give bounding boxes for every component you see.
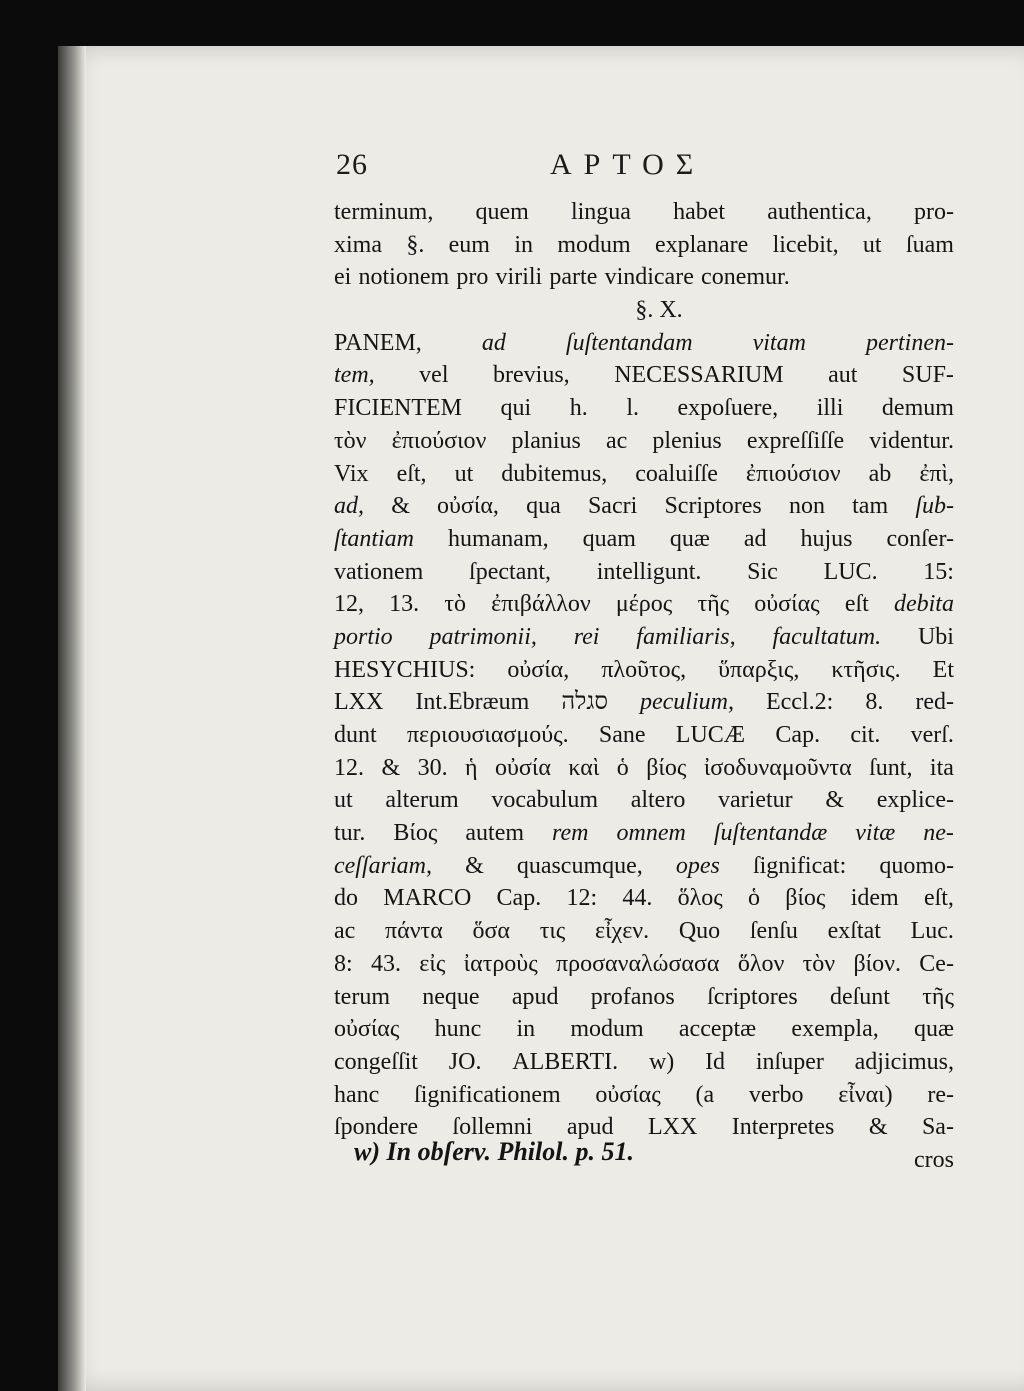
- word: humanam,: [447, 525, 549, 552]
- word: qui: [500, 395, 532, 422]
- text-line: [334, 229, 954, 262]
- word: ὕπαρξις,: [718, 656, 800, 683]
- word: explice-: [876, 787, 954, 814]
- word: debita: [893, 591, 954, 618]
- text-line: [334, 1013, 954, 1046]
- word: habet: [673, 199, 726, 225]
- word: Et: [932, 656, 954, 683]
- word: Ce-: [919, 950, 954, 977]
- word: SUF-: [901, 362, 954, 389]
- word: exempla,: [791, 1016, 879, 1043]
- word: red-: [915, 689, 954, 716]
- word: ſunt,: [869, 754, 913, 781]
- word: Id: [705, 1048, 726, 1075]
- word: illi: [816, 395, 844, 422]
- word: 8:: [334, 950, 353, 977]
- text-line: [334, 490, 954, 523]
- word: ὅλος: [677, 885, 723, 912]
- word: 15:: [923, 558, 954, 585]
- word: PANEM,: [334, 329, 422, 356]
- running-header: [0, 148, 1024, 188]
- word: 12.: [334, 754, 364, 781]
- running-title: ΑΡΤΟΣ: [550, 148, 706, 181]
- text-line: [334, 458, 954, 491]
- text-line: [334, 327, 954, 360]
- word: (a: [695, 1081, 715, 1108]
- word: 12:: [566, 885, 598, 912]
- word: JO.: [448, 1048, 482, 1075]
- word: xima: [334, 231, 382, 258]
- section-heading: §. X.: [635, 297, 683, 324]
- word: apud: [511, 983, 559, 1010]
- word: ac: [605, 427, 628, 454]
- word: ad: [743, 525, 767, 552]
- word: πλοῦτος,: [601, 656, 687, 683]
- word: ſignificat:: [752, 852, 847, 879]
- word: patrimonii,: [429, 623, 537, 650]
- word: terum: [334, 983, 390, 1010]
- word: &: [381, 754, 401, 781]
- word: ἐπιούσιον: [745, 460, 841, 487]
- word: hanc: [334, 1081, 380, 1108]
- word: Sic: [747, 558, 778, 585]
- word: hujus: [800, 525, 853, 552]
- word: exſtat: [827, 918, 881, 945]
- word: סגלה: [561, 689, 608, 716]
- text-line: [334, 915, 954, 948]
- word: inſuper: [755, 1048, 824, 1075]
- word: quomo-: [879, 852, 954, 879]
- word: ab: [868, 460, 892, 487]
- word: ἐπιβάλλον: [491, 591, 591, 618]
- word: ad: [481, 329, 506, 356]
- word: aut: [828, 362, 858, 389]
- text-line: [334, 359, 954, 392]
- word: pertinen-: [865, 329, 954, 356]
- word: ὁ: [616, 754, 629, 781]
- word: expreſſiſſe: [746, 427, 845, 454]
- word: vitæ: [855, 820, 896, 847]
- word: οὐσία,: [437, 493, 499, 520]
- text-line: [334, 261, 954, 294]
- word: parte: [549, 264, 598, 291]
- text-line: [334, 588, 954, 621]
- word: 43.: [370, 950, 401, 977]
- page-gutter-shadow: [58, 46, 86, 1391]
- word: modum: [570, 1016, 644, 1043]
- word: Cap.: [775, 722, 821, 748]
- word: ἰσοδυναμοῦντα: [703, 754, 852, 781]
- word: vel: [419, 362, 449, 389]
- footnote: w) In obſerv. Philol. p. 51.: [354, 1137, 634, 1166]
- word: οὐσία,: [507, 656, 570, 683]
- word: LXX: [334, 689, 384, 716]
- word: familiaris,: [636, 623, 736, 650]
- word: omnem: [616, 820, 686, 847]
- body-text: [334, 196, 954, 1177]
- word: Ubi: [917, 623, 954, 650]
- word: tur.: [334, 820, 366, 847]
- word: βίος: [785, 885, 826, 912]
- word: ut: [862, 231, 882, 258]
- word: Vix: [334, 460, 369, 487]
- word: MARCO: [383, 885, 472, 912]
- word: dubitemus,: [501, 460, 608, 487]
- word: ἐπιούσιον: [391, 427, 487, 454]
- word: ſtantiam: [334, 525, 415, 552]
- word: ἐπὶ,: [919, 460, 954, 487]
- word: Sa-: [921, 1114, 954, 1141]
- word: ὅλον: [737, 950, 785, 977]
- page-number: 26: [336, 148, 368, 181]
- word: conemur.: [701, 264, 790, 291]
- word: varietur: [718, 787, 793, 814]
- word: licebit,: [772, 231, 839, 258]
- text-line: [334, 654, 954, 687]
- word: re-: [927, 1081, 954, 1108]
- word: ne-: [923, 820, 954, 847]
- word: ut: [454, 460, 474, 487]
- text-line: [334, 719, 954, 752]
- text-line: [334, 1046, 954, 1079]
- word: LXX: [647, 1114, 698, 1141]
- word: οὐσία: [495, 754, 551, 781]
- word: οὐσίας: [595, 1081, 661, 1108]
- word: 44.: [622, 885, 653, 912]
- word: peculium,: [639, 689, 734, 716]
- text-line: [334, 621, 954, 654]
- word: tam: [852, 493, 889, 520]
- word: κτῆσις.: [831, 656, 901, 683]
- word: προσαναλώσασα: [556, 950, 720, 977]
- word: ὅσα: [472, 918, 510, 945]
- word: 30.: [417, 754, 448, 781]
- word: ſenſu: [749, 918, 798, 945]
- text-line: [334, 882, 954, 915]
- word: περιουσιασμούς.: [406, 722, 569, 748]
- word: πάντα: [385, 918, 443, 945]
- word: 13.: [389, 591, 420, 618]
- word: FICIENTEM: [334, 395, 462, 422]
- word: videntur.: [869, 427, 954, 454]
- word: authentica,: [767, 199, 872, 225]
- word: in: [516, 1016, 536, 1043]
- word: οὐσίας: [754, 591, 820, 618]
- word: Luc.: [910, 918, 954, 945]
- word: ſuſtentandam: [565, 329, 693, 356]
- word: facultatum.: [772, 623, 882, 650]
- word: eum: [448, 231, 490, 258]
- word: idem: [850, 885, 899, 912]
- word: plenius: [652, 427, 722, 454]
- word: autem: [465, 820, 525, 847]
- word: ſcriptores: [707, 983, 798, 1010]
- catchword: cros: [914, 1146, 954, 1173]
- word: altero: [630, 787, 686, 814]
- word: ὁ: [748, 885, 761, 912]
- word: non: [788, 493, 825, 520]
- word: Cap.: [496, 885, 542, 912]
- word: pro: [456, 264, 489, 291]
- word: do: [334, 885, 358, 912]
- word: eſt,: [923, 885, 954, 912]
- text-line: [334, 392, 954, 425]
- word: εἶναι): [838, 1081, 893, 1108]
- word: quam: [582, 525, 636, 552]
- word: verſ.: [910, 722, 954, 748]
- word: βίον.: [853, 950, 901, 977]
- word: congeſſit: [334, 1048, 418, 1075]
- word: portio: [334, 623, 393, 650]
- word: ei: [334, 264, 352, 291]
- text-line: [334, 196, 954, 229]
- text-line: [334, 425, 954, 458]
- word: ceſſariam,: [334, 852, 432, 879]
- word: eſt,: [396, 460, 427, 487]
- word: βίος: [646, 754, 687, 781]
- word: lingua: [570, 199, 631, 225]
- text-line: [334, 556, 954, 589]
- word: profanos: [590, 983, 675, 1010]
- word: h.: [569, 395, 588, 422]
- word: quæ: [913, 1016, 954, 1043]
- word: εἶχεν.: [595, 918, 650, 945]
- text-line: [334, 981, 954, 1014]
- word: l.: [626, 395, 639, 422]
- word: ſollemni: [452, 1114, 533, 1141]
- word: 12,: [334, 591, 364, 618]
- word: Interpretes: [731, 1114, 835, 1141]
- text-line: [334, 686, 954, 719]
- word: hunc: [434, 1016, 482, 1043]
- word: 8.: [865, 689, 884, 716]
- word: quem: [475, 199, 529, 225]
- word: LUCÆ: [675, 722, 746, 748]
- word: rem: [552, 820, 589, 847]
- word: quascumque,: [516, 852, 643, 879]
- word: demum: [881, 395, 954, 422]
- word: HESYCHIUS:: [334, 656, 476, 683]
- word: eſt: [844, 591, 869, 618]
- word: εἰς: [419, 950, 446, 977]
- word: καὶ: [568, 754, 600, 781]
- text-line: [334, 784, 954, 817]
- word: τὸν: [334, 427, 367, 454]
- text-line: [334, 817, 954, 850]
- word: vindicare: [604, 264, 694, 291]
- word: neque: [422, 983, 480, 1010]
- word: &: [868, 1114, 888, 1141]
- word: coaluiſſe: [635, 460, 718, 487]
- word: Sane: [598, 722, 646, 748]
- word: Sacri: [587, 493, 638, 520]
- word: notionem: [358, 264, 450, 291]
- word: μέρος: [615, 591, 673, 618]
- word: brevius,: [493, 362, 570, 389]
- word: quæ: [669, 525, 710, 552]
- word: LUC.: [823, 558, 878, 585]
- word: Scriptores: [664, 493, 762, 520]
- word: ſuam: [905, 231, 954, 258]
- word: vationem: [334, 558, 424, 585]
- word: τὸν: [802, 950, 836, 977]
- word: w): [648, 1048, 675, 1075]
- word: dunt: [334, 722, 377, 748]
- word: ἰατροὺς: [463, 950, 538, 977]
- word: &: [825, 787, 844, 814]
- word: deſunt: [829, 983, 890, 1010]
- word: cit.: [850, 722, 881, 748]
- word: τις: [539, 918, 566, 945]
- text-line: [334, 948, 954, 981]
- word: pro-: [913, 199, 954, 225]
- word: expoſuere,: [677, 395, 779, 422]
- word: virili: [495, 264, 543, 291]
- word: modum: [557, 231, 631, 258]
- word: ſpondere: [334, 1114, 418, 1141]
- word: ALBERTI.: [512, 1048, 619, 1075]
- word: §.: [406, 231, 425, 258]
- word: ad,: [334, 493, 364, 520]
- word: adjicimus,: [854, 1048, 954, 1075]
- word: τῆς: [922, 983, 954, 1010]
- word: qua: [526, 493, 561, 520]
- word: Int.Ebræum: [415, 689, 530, 716]
- word: &: [391, 493, 410, 520]
- word: intelligunt.: [596, 558, 702, 585]
- word: alterum: [385, 787, 459, 814]
- word: ſub-: [915, 493, 954, 520]
- word: in: [514, 231, 533, 258]
- word: ut: [334, 787, 353, 814]
- word: οὐσίας: [334, 1016, 400, 1043]
- text-line: [334, 752, 954, 785]
- word: conſer-: [886, 525, 954, 552]
- word: Quo: [678, 918, 721, 945]
- word: apud: [566, 1114, 614, 1141]
- word: opes: [675, 852, 720, 879]
- word: terminum,: [334, 199, 434, 225]
- word: Eccl.2:: [765, 689, 834, 716]
- word: ſignificationem: [414, 1081, 561, 1108]
- word: ἡ: [465, 754, 478, 781]
- word: Βίος: [393, 820, 438, 847]
- word: planius: [511, 427, 581, 454]
- text-line: [334, 523, 954, 556]
- word: ita: [929, 754, 954, 781]
- text-line: [334, 1079, 954, 1112]
- word: τὸ: [444, 591, 466, 618]
- word: vocabulum: [491, 787, 598, 814]
- word: NECESSARIUM: [614, 362, 784, 389]
- word: vitam: [752, 329, 806, 356]
- word: explanare: [654, 231, 749, 258]
- word: tem,: [334, 362, 375, 389]
- word: acceptæ: [678, 1016, 757, 1043]
- word: &: [465, 852, 484, 879]
- word: ac: [334, 918, 356, 945]
- word: verbo: [748, 1081, 804, 1108]
- word: ſuſtentandæ: [713, 820, 828, 847]
- word: ſpectant,: [469, 558, 552, 585]
- word: τῆς: [697, 591, 730, 618]
- word: rei: [573, 623, 600, 650]
- text-line: [334, 850, 954, 883]
